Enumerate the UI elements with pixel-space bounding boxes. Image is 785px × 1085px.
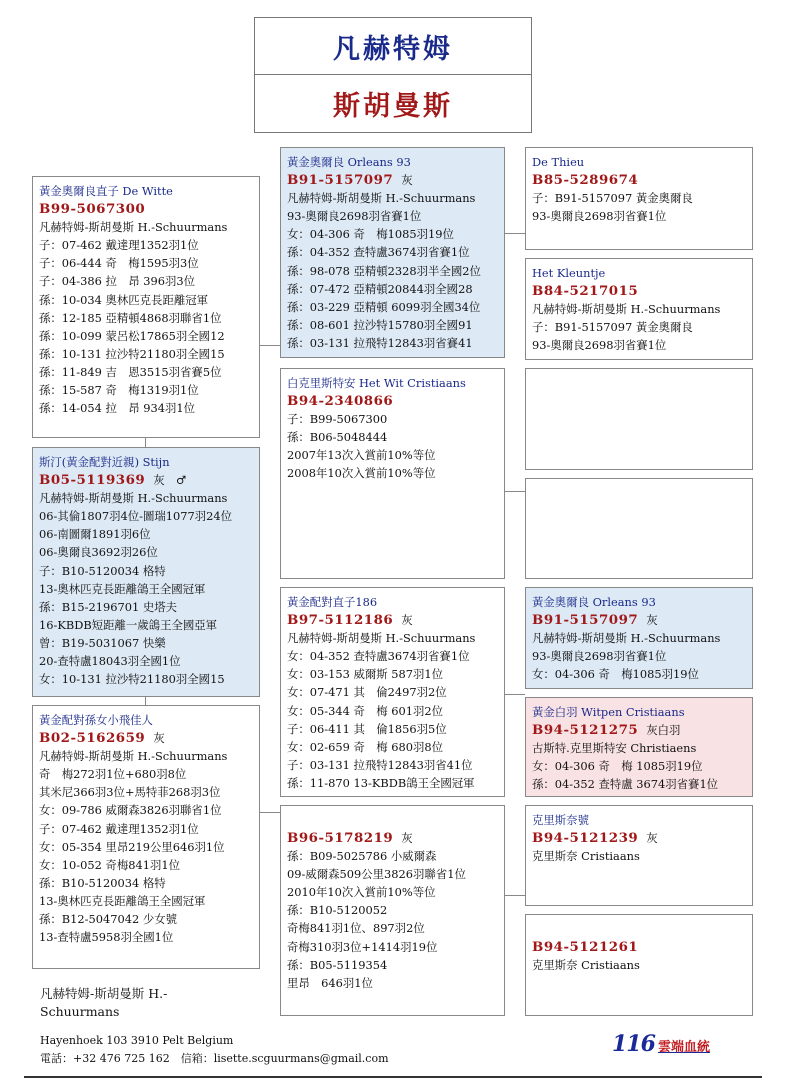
- card-header: 黃金奧爾良 Orleans 93: [287, 155, 411, 169]
- pedigree-line: 奇 梅272羽1位+680羽8位: [39, 767, 187, 782]
- pedigree-line: 克里斯奈 Cristiaans: [532, 958, 640, 973]
- card-lines: [287, 189, 499, 352]
- pedigree-line: 孫：10-099 蒙呂松17865羽全國12: [39, 328, 225, 343]
- pedigree-line: 孫：B10-5120052: [287, 903, 388, 918]
- connector-line: [505, 233, 525, 234]
- bottom-divider: [24, 1076, 762, 1078]
- pedigree-line: 孫：98-078 亞精頓2328羽半全國2位: [287, 263, 481, 278]
- connector-line: [259, 345, 280, 346]
- card-lines: [39, 218, 254, 417]
- pedigree-line: 2007年13次入賞前10%等位: [287, 448, 436, 463]
- pedigree-line: 孫：03-131 拉飛特12843羽省賽41: [287, 335, 473, 350]
- pedigree-line: 子：B99-5067300: [287, 412, 388, 427]
- pedigree-line: 女：02-659 奇 梅 680羽8位: [287, 739, 444, 754]
- pedigree-line: 凡赫特姆-斯胡曼斯 H.-Schuurmans: [532, 631, 721, 646]
- card-ddd: [525, 914, 753, 1016]
- ring-number: B96-5178219 灰: [287, 830, 413, 846]
- pedigree-line: 子：07-462 戴達理1352羽1位: [39, 821, 199, 836]
- ring-number: B97-5112186 灰: [287, 612, 413, 629]
- ring-number: B05-5119369 灰 ♂: [39, 472, 187, 489]
- pedigree-line: 06-其倫1807羽4位-圖瑞1077羽24位: [39, 509, 233, 524]
- card-lines: [287, 410, 499, 482]
- pedigree-line: 09-威爾森509公里3826羽聯省1位: [287, 867, 466, 882]
- pedigree-line: 女：04-306 奇 梅 1085羽19位: [532, 759, 703, 774]
- pedigree-line: 2008年10次入賞前10%等位: [287, 466, 436, 481]
- card-dsd: [525, 697, 753, 797]
- pedigree-line: 13-奧林匹克長距離鴿王全國冠軍: [39, 581, 206, 596]
- pedigree-line: 孫：B05-5119354: [287, 957, 388, 972]
- ring-number: B94-5121239 灰: [532, 830, 658, 847]
- pedigree-line: 孫：11-849 吉 恩3515羽省賽5位: [39, 364, 222, 379]
- pedigree-line: 女：05-344 奇 梅 601羽2位: [287, 703, 444, 718]
- pedigree-line: 女：04-306 奇 梅1085羽19位: [532, 667, 699, 682]
- ring-number: B94-5121261: [532, 939, 639, 955]
- pedigree-line: 子：06-444 奇 梅1595羽3位: [39, 256, 199, 271]
- card-lines: [39, 489, 254, 688]
- card-sdd-empty: [525, 478, 753, 579]
- card-lines: [287, 629, 499, 792]
- pedigree-line: 女：09-786 威爾森3826羽聯省1位: [39, 803, 222, 818]
- pedigree-line: 子：B91-5157097 黃金奧爾良: [532, 191, 693, 206]
- pedigree-line: 孫：B10-5120034 格特: [39, 875, 166, 890]
- pedigree-line: 孫：10-034 奧林匹克長距離冠軍: [39, 292, 209, 307]
- card-dam-2: [32, 705, 260, 969]
- ring-number: B91-5157097 灰: [532, 612, 658, 629]
- pedigree-line: 子：B91-5157097 黃金奧爾良: [532, 320, 693, 335]
- pedigree-line: 孫：04-352 查特盧 3674羽省賽1位: [532, 777, 719, 792]
- ring-number: B85-5289674: [532, 172, 639, 189]
- card-header: 黃金白羽 Witpen Cristiaans: [532, 705, 685, 719]
- pedigree-line: 13-查特盧5958羽全國1位: [39, 930, 174, 945]
- card-dam: [32, 447, 260, 697]
- pedigree-line: 子：04-386 拉 昂 396羽3位: [39, 274, 196, 289]
- card-sds-empty: [525, 368, 753, 470]
- connector-line: [259, 812, 280, 813]
- pedigree-line: 女：10-131 拉沙特21180羽全國15: [39, 672, 225, 687]
- card-header: 黃金配對直子186: [287, 595, 378, 609]
- pedigree-line: 孫：14-054 拉 昂 934羽1位: [39, 401, 196, 416]
- card-lines: [532, 847, 747, 865]
- title-family-name: 斯胡曼斯: [333, 90, 453, 122]
- pedigree-line: 凡赫特姆-斯胡曼斯 H.-Schuurmans: [39, 220, 228, 235]
- ring-number: B91-5157097 灰: [287, 172, 413, 189]
- pedigree-line: 06-南圖爾1891羽6位: [39, 527, 151, 542]
- pedigree-line: 13-奧林匹克長距離鴿王全國冠軍: [39, 893, 206, 908]
- ring-number: B84-5217015: [532, 283, 639, 300]
- card-dds: [525, 805, 753, 906]
- card-header: 斯汀(黃金配對近親) Stijn: [39, 455, 170, 469]
- pedigree-line: 女：03-153 威爾斯 587羽1位: [287, 667, 444, 682]
- pedigree-line: 孫：10-131 拉沙特21180羽全國15: [39, 346, 225, 361]
- connector-line: [505, 491, 525, 492]
- pedigree-line: 孫：11-870 13-KBDB鴿王全國冠軍: [287, 775, 475, 790]
- pedigree-line: 孫：03-229 亞精頓 6099羽全國34位: [287, 299, 481, 314]
- pedigree-line: 凡赫特姆-斯胡曼斯 H.-Schuurmans: [287, 631, 476, 646]
- ring-number: B94-2340866: [287, 393, 394, 410]
- card-ssd: [525, 258, 753, 360]
- pedigree-line: 孫：12-185 亞精頓4868羽聯省1位: [39, 310, 222, 325]
- contact-block: [40, 1032, 389, 1068]
- card-header: 黃金奧爾良 Orleans 93: [532, 595, 656, 609]
- pedigree-line: 孫：08-601 拉沙特15780羽全國91: [287, 317, 473, 332]
- pedigree-line: 曾：B19-5031067 快樂: [39, 635, 166, 650]
- ring-number: B02-5162659 灰: [39, 730, 165, 747]
- pedigree-line: 女：04-306 奇 梅1085羽19位: [287, 227, 454, 242]
- pedigree-line: 2010年10次入賞前10%等位: [287, 885, 436, 900]
- pedigree-line: 克里斯奈 Cristiaans: [532, 849, 640, 864]
- pedigree-line: 子：03-131 拉飛特12843羽省41位: [287, 757, 473, 772]
- logo-text: 雲端血統: [657, 1040, 710, 1055]
- card-header: Het Kleuntje: [532, 266, 606, 280]
- card-lines: [532, 739, 747, 793]
- pedigree-line: 女：10-052 奇梅841羽1位: [39, 857, 181, 872]
- card-header: 克里斯奈號: [532, 813, 589, 827]
- pedigree-line: 凡赫特姆-斯胡曼斯 H.-Schuurmans: [532, 302, 721, 317]
- pedigree-line: 女：05-354 里昂219公里646羽1位: [39, 839, 225, 854]
- breeder-name: 凡赫特姆-斯胡曼斯 H.-Schuurmans: [40, 986, 168, 1019]
- card-dss: [525, 587, 753, 689]
- pedigree-line: 93-奧爾良2698羽省賽1位: [532, 649, 667, 664]
- pedigree-line: 孫：B12-5047042 少女號: [39, 912, 178, 927]
- pedigree-line: 16-KBDB短距離一歲鴿王全國亞軍: [39, 617, 218, 632]
- card-lines: [532, 300, 747, 354]
- pedigree-line: 凡赫特姆-斯胡曼斯 H.-Schuurmans: [287, 191, 476, 206]
- pedigree-line: 女：07-471 其 倫2497羽2位: [287, 685, 447, 700]
- ring-number: B94-5121275 灰白羽: [532, 722, 681, 739]
- card-sss: [525, 147, 753, 250]
- pedigree-line: 奇梅310羽3位+1414羽19位: [287, 939, 438, 954]
- pedigree-line: 凡赫特姆-斯胡曼斯 H.-Schuurmans: [39, 491, 228, 506]
- card-dam-dam: [280, 805, 505, 1016]
- pedigree-line: 子：B10-5120034 格特: [39, 563, 166, 578]
- pedigree-line: 孫：B15-2196701 史塔夫: [39, 599, 178, 614]
- pedigree-line: 女：04-352 查特盧3674羽省賽1位: [287, 649, 470, 664]
- pedigree-line: 孫：B09-5025786 小威爾森: [287, 849, 437, 864]
- pedigree-line: 93-奧爾良2698羽省賽1位: [532, 338, 667, 353]
- logo-number: 116: [612, 1031, 655, 1057]
- card-header: De Thieu: [532, 155, 585, 169]
- logo: [612, 1031, 710, 1057]
- card-lines: [39, 747, 254, 946]
- contact-info: 電話：+32 476 725 162 信箱：lisette.scguurmans@gmail.com: [40, 1052, 389, 1065]
- pedigree-line: 93-奧爾良2698羽省賽1位: [287, 209, 422, 224]
- ring-number: B99-5067300: [39, 201, 146, 218]
- card-sire-dam: [280, 368, 505, 579]
- card-lines: [532, 629, 747, 683]
- pedigree-line: 奇梅841羽1位、897羽2位: [287, 921, 425, 936]
- pedigree-line: 06-奧爾良3692羽26位: [39, 545, 158, 560]
- pedigree-line: 子：07-462 戴達理1352羽1位: [39, 238, 199, 253]
- pedigree-line: 孫：04-352 查特盧3674羽省賽1位: [287, 245, 470, 260]
- pedigree-line: 里昂 646羽1位: [287, 975, 373, 990]
- connector-line: [505, 895, 525, 896]
- pedigree-line: 孫：07-472 亞精頓20844羽全國28: [287, 281, 473, 296]
- card-lines: [532, 956, 747, 974]
- pedigree-line: 20-查特盧18043羽全國1位: [39, 654, 181, 669]
- address: Hayenhoek 103 3910 Pelt Belgium: [40, 1034, 234, 1047]
- pedigree-line: 孫：B06-5048444: [287, 430, 388, 445]
- title-dutch-name: 凡赫特姆: [255, 18, 531, 75]
- card-header: 黃金配對孫女小飛佳人: [39, 713, 153, 727]
- connector-line: [145, 697, 146, 705]
- pedigree-line: 凡赫特姆-斯胡曼斯 H.-Schuurmans: [39, 749, 228, 764]
- card-lines: [532, 189, 747, 225]
- pedigree-line: 其米尼366羽3位+馬特菲268羽3位: [39, 785, 221, 800]
- title-box: [254, 17, 532, 133]
- card-sire-sire: [280, 147, 505, 358]
- card-lines: [287, 847, 499, 992]
- connector-line: [505, 694, 525, 695]
- pedigree-line: 古斯特.克里斯特安 Christiaens: [532, 741, 697, 756]
- card-sire: [32, 176, 260, 438]
- pedigree-line: 孫：15-587 奇 梅1319羽1位: [39, 383, 199, 398]
- card-header: 黃金奧爾良直子 De Witte: [39, 184, 173, 198]
- card-header: 白克里斯特安 Het Wit Cristiaans: [287, 376, 466, 390]
- pedigree-line: 93-奧爾良2698羽省賽1位: [532, 209, 667, 224]
- pedigree-line: 子：06-411 其 倫1856羽5位: [287, 721, 447, 736]
- connector-line: [145, 438, 146, 447]
- card-dam-sire: [280, 587, 505, 797]
